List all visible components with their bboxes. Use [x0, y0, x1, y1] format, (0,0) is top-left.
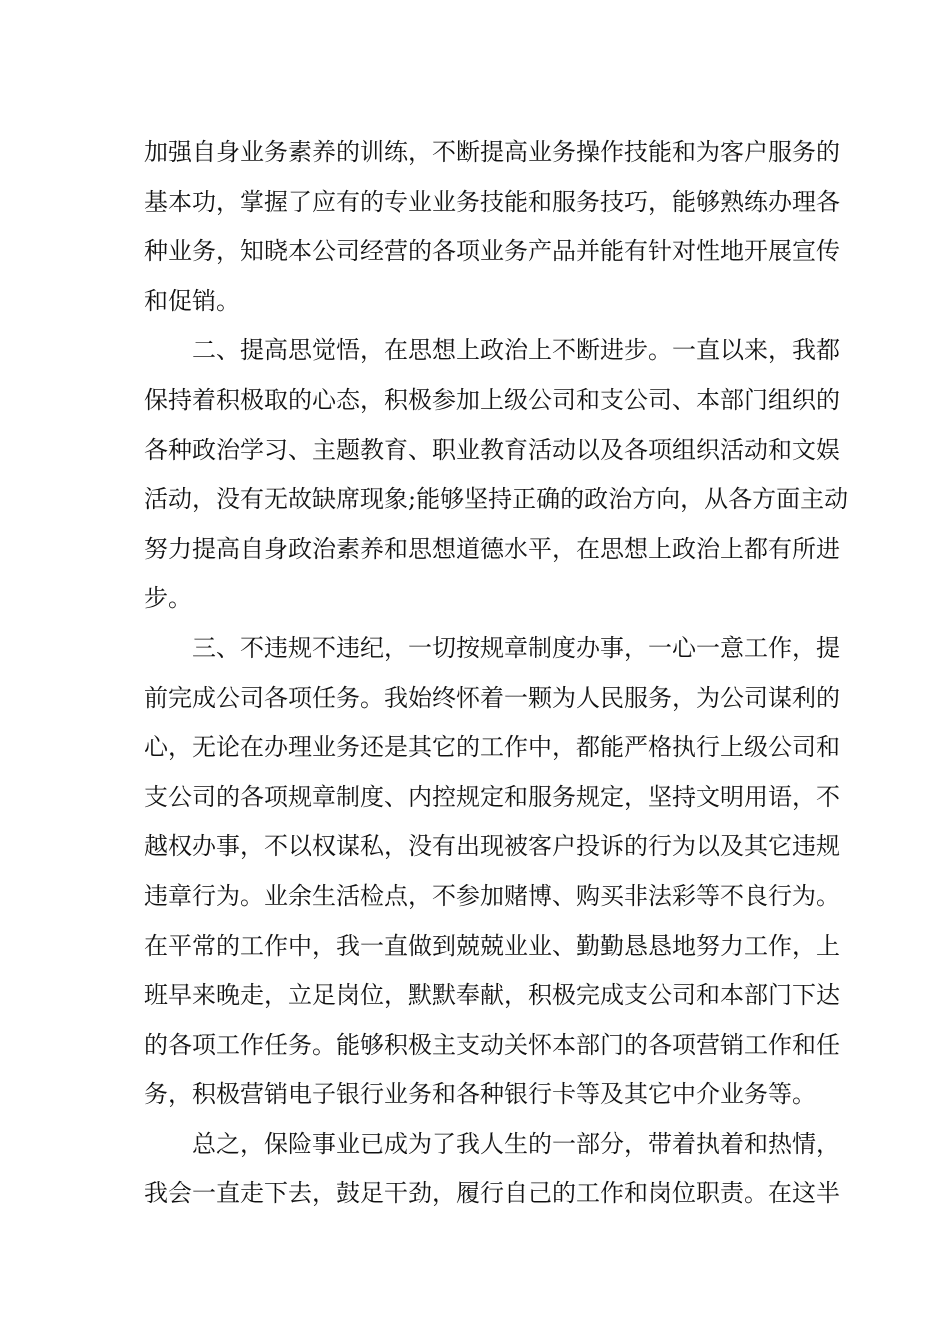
text-line: 在平常的工作中，我一直做到兢兢业业、勤勤恳恳地努力工作，上 — [144, 931, 840, 960]
text-line: 和促销。 — [144, 286, 240, 315]
text-line: 我会一直走下去，鼓足干劲，履行自己的工作和岗位职责。在这半 — [144, 1179, 840, 1208]
text-line: 务，积极营销电子银行业务和各种银行卡等及其它中介业务等。 — [144, 1080, 816, 1109]
text-line: 班早来晚走，立足岗位，默默奉献，积极完成支公司和本部门下达 — [144, 981, 840, 1010]
text-line: 总之，保险事业已成为了我人生的一部分，带着执着和热情， — [192, 1129, 840, 1158]
text-line: 基本功，掌握了应有的专业业务技能和服务技巧，能够熟练办理各 — [144, 187, 840, 216]
paragraph-3 — [144, 624, 840, 1120]
text-line: 种业务，知晓本公司经营的各项业务产品并能有针对性地开展宣传 — [144, 237, 840, 266]
text-line: 违章行为。业余生活检点，不参加赌博、购买非法彩等不良行为。 — [144, 881, 840, 910]
text-line: 各种政治学习、主题教育、职业教育活动以及各项组织活动和文娱 — [144, 435, 840, 464]
text-line: 加强自身业务素养的训练，不断提高业务操作技能和为客户服务的 — [144, 138, 840, 166]
paragraph-4 — [144, 1120, 840, 1219]
text-line: 保持着积极取的心态，积极参加上级公司和支公司、本部门组织的 — [144, 385, 840, 414]
text-line: 二、提高思觉悟，在思想上政治上不断进步。一直以来，我都 — [192, 336, 840, 365]
paragraph-1 — [144, 128, 840, 326]
text-line: 三、不违规不违纪，一切按规章制度办事，一心一意工作，提 — [192, 633, 840, 662]
text-line: 活动，没有无故缺席现象;能够坚持正确的政治方向，从各方面主动 — [144, 485, 849, 514]
text-line: 努力提高自身政治素养和思想道德水平，在思想上政治上都有所进 — [144, 534, 840, 563]
paragraph-2 — [144, 326, 849, 624]
text-line: 心，无论在办理业务还是其它的工作中，都能严格执行上级公司和 — [144, 733, 840, 762]
text-line: 越权办事，不以权谋私，没有出现被客户投诉的行为以及其它违规 — [144, 832, 840, 861]
text-line: 步。 — [144, 584, 192, 613]
text-line: 的各项工作任务。能够积极主支动关怀本部门的各项营销工作和任 — [144, 1030, 840, 1059]
text-line: 前完成公司各项任务。我始终怀着一颗为人民服务，为公司谋利的 — [144, 683, 840, 712]
text-line: 支公司的各项规章制度、内控规定和服务规定，坚持文明用语，不 — [144, 782, 840, 811]
document-body — [144, 128, 849, 1219]
